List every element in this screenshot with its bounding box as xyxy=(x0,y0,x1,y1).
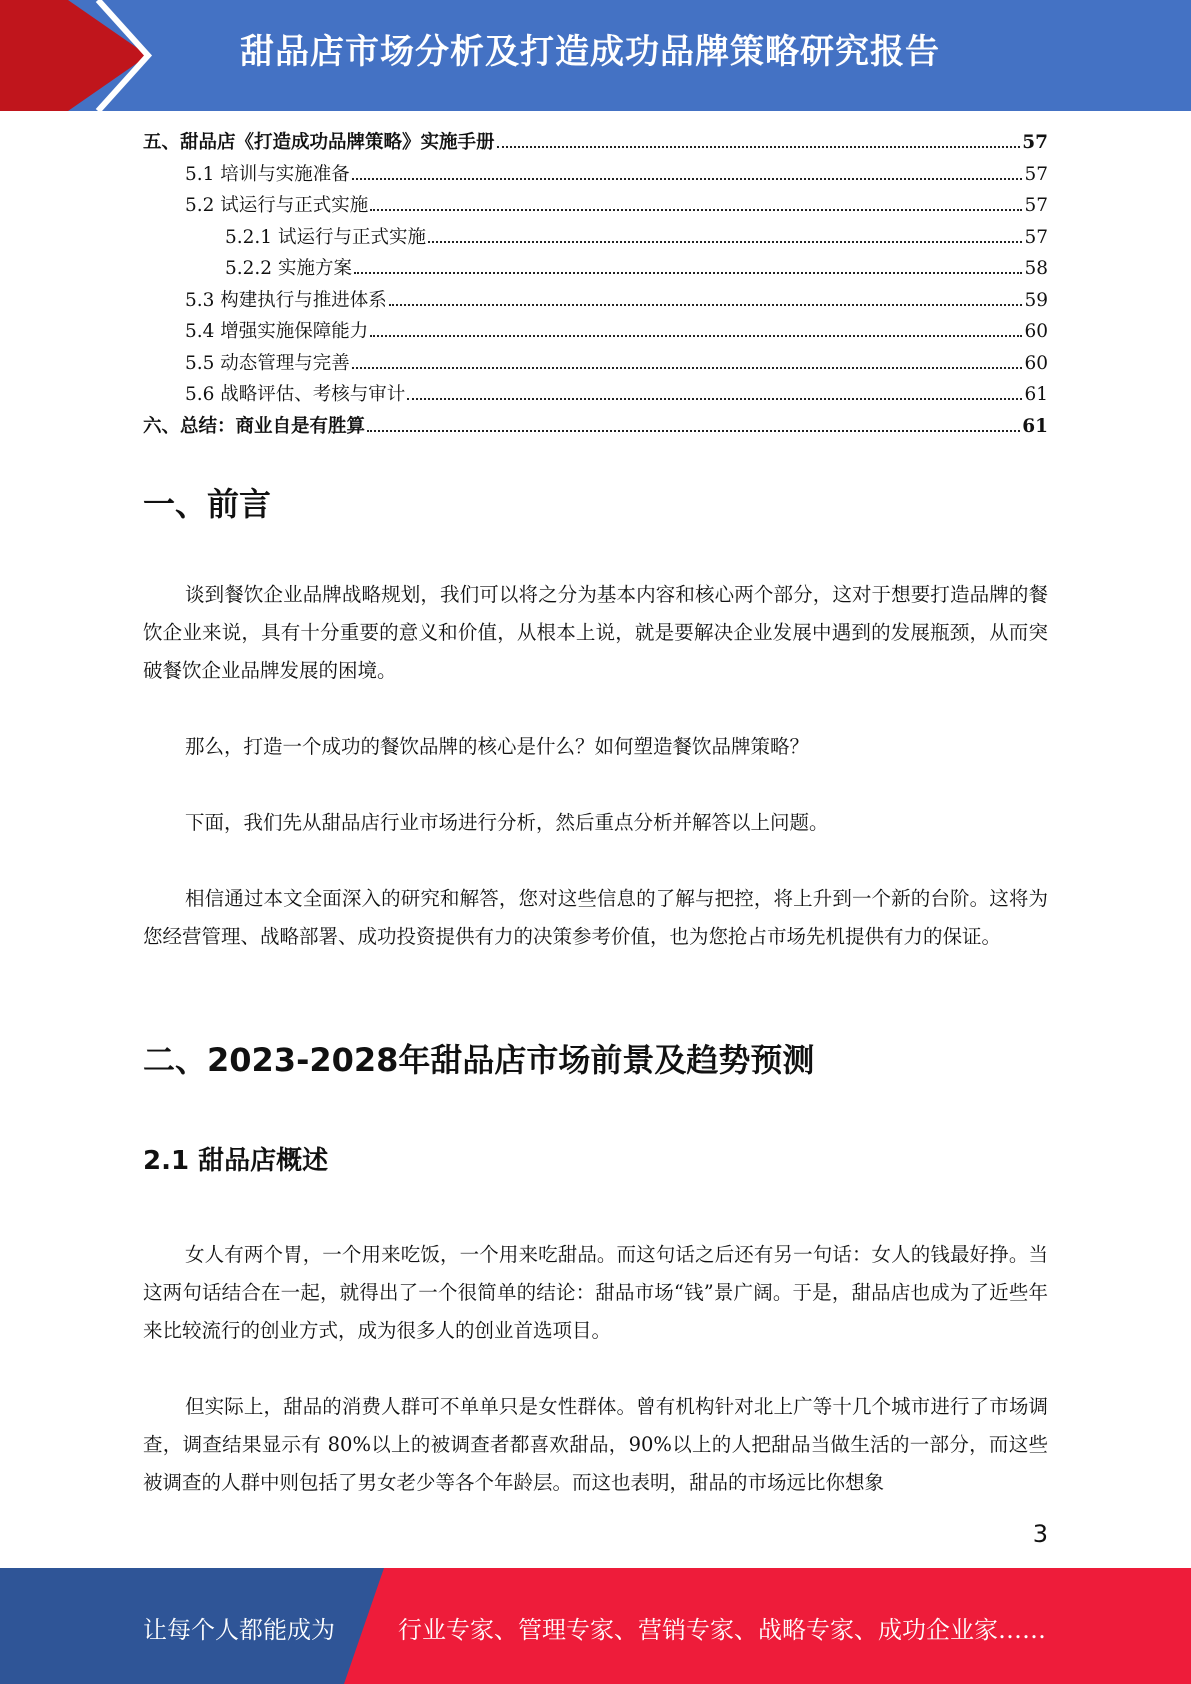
toc-entry-label: 5.4 增强实施保障能力 xyxy=(185,321,369,342)
paragraph: 相信通过本文全面深入的研究和解答，您对这些信息的了解与把控，将上升到一个新的台阶。这将为您经营管理、战略部署、成功投资提供有力的决策参考价值，也为您抢占市场先机提供有力的保证。 xyxy=(143,887,1048,948)
toc-leader-dots xyxy=(428,241,1022,243)
toc-entry-label: 六、总结：商业自是有胜算 xyxy=(143,415,366,437)
paragraph: 谈到餐饮企业品牌战略规划，我们可以将之分为基本内容和核心两个部分，这对于想要打造品牌的餐饮企业来说，具有十分重要的意义和价值，从根本上说，就是要解决企业发展中遇到的发展瓶颈，从而突破餐饮企业品牌发展的困境。 xyxy=(143,583,1048,682)
page-header xyxy=(0,0,1191,111)
toc-leader-dots xyxy=(354,272,1023,274)
toc-entry-label: 5.6 战略评估、考核与审计 xyxy=(185,384,406,405)
paragraph: 那么，打造一个成功的餐饮品牌的核心是什么？如何塑造餐饮品牌策略？ xyxy=(185,735,810,758)
toc-entry-label: 5.1 培训与实施准备 xyxy=(185,163,350,185)
toc-entry[interactable] xyxy=(143,412,1048,444)
toc-entry[interactable] xyxy=(143,286,1048,318)
toc-leader-dots xyxy=(367,430,1020,432)
footer-slogan-right: 行业专家、管理专家、营销专家、战略专家、成功企业家…… xyxy=(398,1616,1046,1644)
toc-entry[interactable] xyxy=(143,223,1048,255)
toc-entry-page: 58 xyxy=(1024,258,1048,279)
toc-entry-label: 五、甜品店《打造成功品牌策略》实施手册 xyxy=(143,132,495,153)
toc-entry-page: 57 xyxy=(1022,132,1048,153)
paragraph: 但实际上，甜品的消费人群可不单单只是女性群体。曾有机构针对北上广等十几个城市进行了市场调查，调查结果显示有 80%以上的被调查者都喜欢甜品，90%以上的人把甜品当做生活的一部分，而这些被调查的人群中则包括了男女老少等各个年龄层。而这也表明，甜品的市场远比你想象 xyxy=(143,1395,1048,1494)
toc-leader-dots xyxy=(407,398,1022,400)
toc-entry[interactable] xyxy=(143,317,1048,349)
footer-slogan-left: 让每个人都能成为 xyxy=(143,1616,335,1644)
toc-entry[interactable] xyxy=(143,380,1048,412)
toc-entry[interactable] xyxy=(143,254,1048,286)
toc-leader-dots xyxy=(370,209,1022,211)
paragraph: 下面，我们先从甜品店行业市场进行分析，然后重点分析并解答以上问题。 xyxy=(185,811,829,834)
toc-entry-page: 60 xyxy=(1024,352,1048,374)
header-arrow-graphic xyxy=(0,0,160,111)
toc-entry-label: 5.2.1 试运行与正式实施 xyxy=(225,226,426,248)
page-number: 3 xyxy=(1032,1520,1048,1548)
toc-entry-page: 57 xyxy=(1024,226,1048,248)
toc-leader-dots xyxy=(389,304,1023,306)
toc-leader-dots xyxy=(497,146,1021,148)
toc-entry-page: 61 xyxy=(1022,415,1048,437)
toc-entry[interactable] xyxy=(143,160,1048,192)
toc-entry-page: 57 xyxy=(1024,163,1048,185)
toc-entry-page: 57 xyxy=(1024,195,1048,216)
page-footer xyxy=(0,1568,1191,1684)
toc-entry-label: 5.3 构建执行与推进体系 xyxy=(185,289,387,311)
report-title: 甜品店市场分析及打造成功品牌策略研究报告 xyxy=(240,32,940,72)
table-of-contents xyxy=(143,128,1048,443)
toc-leader-dots xyxy=(352,367,1023,369)
toc-entry[interactable] xyxy=(143,191,1048,223)
paragraph: 女人有两个胃，一个用来吃饭，一个用来吃甜品。而这句话之后还有另一句话：女人的钱最好挣。当这两句话结合在一起，就得出了一个很简单的结论：甜品市场“钱”景广阔。于是，甜品店也成为了近些年来比较流行的创业方式，成为很多人的创业首选项目。 xyxy=(143,1243,1048,1342)
subsection-heading-overview: 2.1 甜品店概述 xyxy=(143,1146,329,1176)
toc-leader-dots xyxy=(352,178,1023,180)
toc-entry-label: 5.2 试运行与正式实施 xyxy=(185,195,369,216)
toc-entry-label: 5.5 动态管理与完善 xyxy=(185,352,350,374)
toc-entry-page: 59 xyxy=(1024,289,1048,311)
section-heading-market-forecast: 二、2023-2028年甜品店市场前景及趋势预测 xyxy=(143,1041,815,1079)
toc-entry[interactable] xyxy=(143,128,1048,160)
toc-entry-page: 61 xyxy=(1024,384,1048,405)
toc-entry-label: 5.2.2 实施方案 xyxy=(225,258,352,279)
toc-entry-page: 60 xyxy=(1024,321,1048,342)
section-heading-preface: 一、前言 xyxy=(143,485,272,523)
toc-leader-dots xyxy=(370,335,1022,337)
toc-entry[interactable] xyxy=(143,349,1048,381)
